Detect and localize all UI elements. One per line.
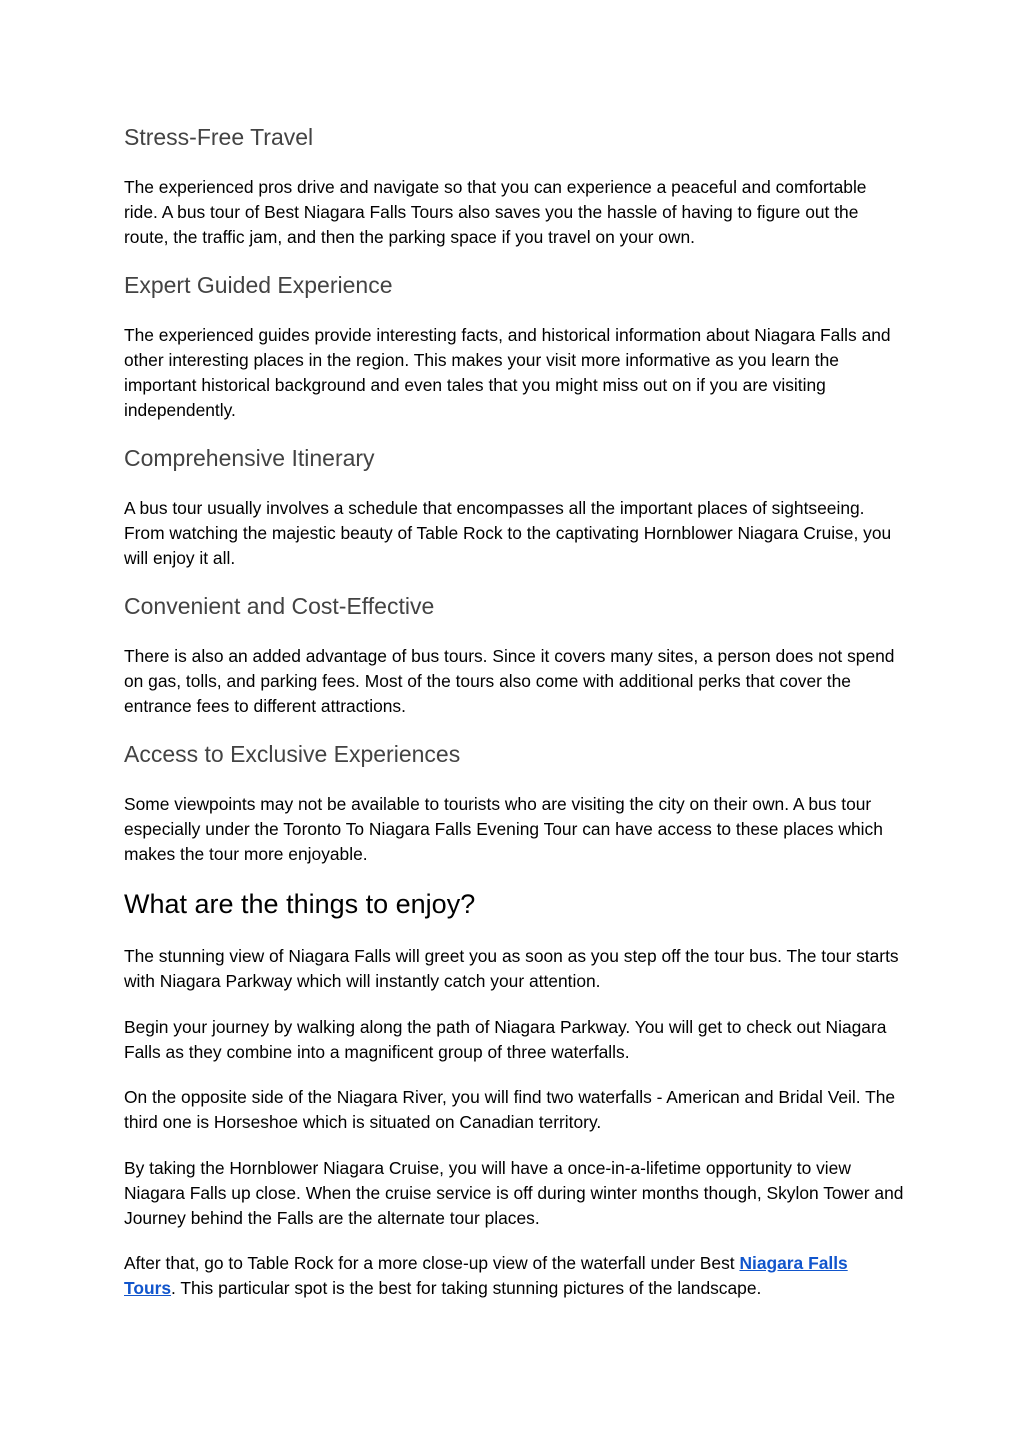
section-body-expert-guided-experience: The experienced guides provide interesting facts, and historical information about Niagara Falls and other interesting places in the region. This makes your visit more informative as you learn the important historical background and even tales that you might miss out on if you are visiting independently. xyxy=(124,325,891,420)
section-heading-comprehensive-itinerary: Comprehensive Itinerary xyxy=(124,445,375,471)
things-to-enjoy-heading: What are the things to enjoy? xyxy=(124,889,476,919)
section-heading-exclusive-experiences: Access to Exclusive Experiences xyxy=(124,741,461,767)
link-trailing-text: . This particular spot is the best for taking stunning pictures of the landscape. xyxy=(171,1278,762,1298)
section-heading-stress-free-travel: Stress-Free Travel xyxy=(124,124,314,150)
niagara-falls-tours-link[interactable]: Niagara Falls Tours xyxy=(124,1253,848,1298)
section-body-exclusive-experiences: Some viewpoints may not be available to tourists who are visiting the city on their own. A bus tour especially under the Toronto To Niagara Falls Evening Tour can have access to these places which makes the tour more enjoyable. xyxy=(124,794,883,864)
enjoy-paragraph-with-link xyxy=(124,1251,904,1301)
enjoy-paragraph: Begin your journey by walking along the path of Niagara Parkway. You will get to check out Niagara Falls as they combine into a magnificent group of three waterfalls. xyxy=(124,1017,887,1062)
enjoy-paragraph: On the opposite side of the Niagara River, you will find two waterfalls - American and Bridal Veil. The third one is Horseshoe which is situated on Canadian territory. xyxy=(124,1087,896,1132)
section-heading-expert-guided-experience: Expert Guided Experience xyxy=(124,272,393,298)
section-heading-convenient-cost-effective: Convenient and Cost-Effective xyxy=(124,593,435,619)
enjoy-paragraph: The stunning view of Niagara Falls will greet you as soon as you step off the tour bus. The tour starts with Niagara Parkway which will instantly catch your attention. xyxy=(124,946,899,991)
link-lead-text: After that, go to Table Rock for a more close-up view of the waterfall under Best xyxy=(124,1253,740,1273)
enjoy-paragraph: By taking the Hornblower Niagara Cruise, you will have a once-in-a-lifetime opportunity to view Niagara Falls up close. When the cruise service is off during winter months though, Skylon Tower and Journey behind the Falls are the alternate tour places. xyxy=(124,1158,904,1228)
section-body-stress-free-travel: The experienced pros drive and navigate so that you can experience a peaceful and comfortable ride. A bus tour of Best Niagara Falls Tours also saves you the hassle of having to figure out the route, the traffic jam, and then the parking space if you travel on your own. xyxy=(124,177,867,247)
section-body-comprehensive-itinerary: A bus tour usually involves a schedule that encompasses all the important places of sightseeing. From watching the majestic beauty of Table Rock to the captivating Hornblower Niagara Cruise, you will enjoy it all. xyxy=(124,498,892,568)
section-body-convenient-cost-effective: There is also an added advantage of bus tours. Since it covers many sites, a person does not spend on gas, tolls, and parking fees. Most of the tours also come with additional perks that cover the entrance fees to different attractions. xyxy=(124,646,895,716)
